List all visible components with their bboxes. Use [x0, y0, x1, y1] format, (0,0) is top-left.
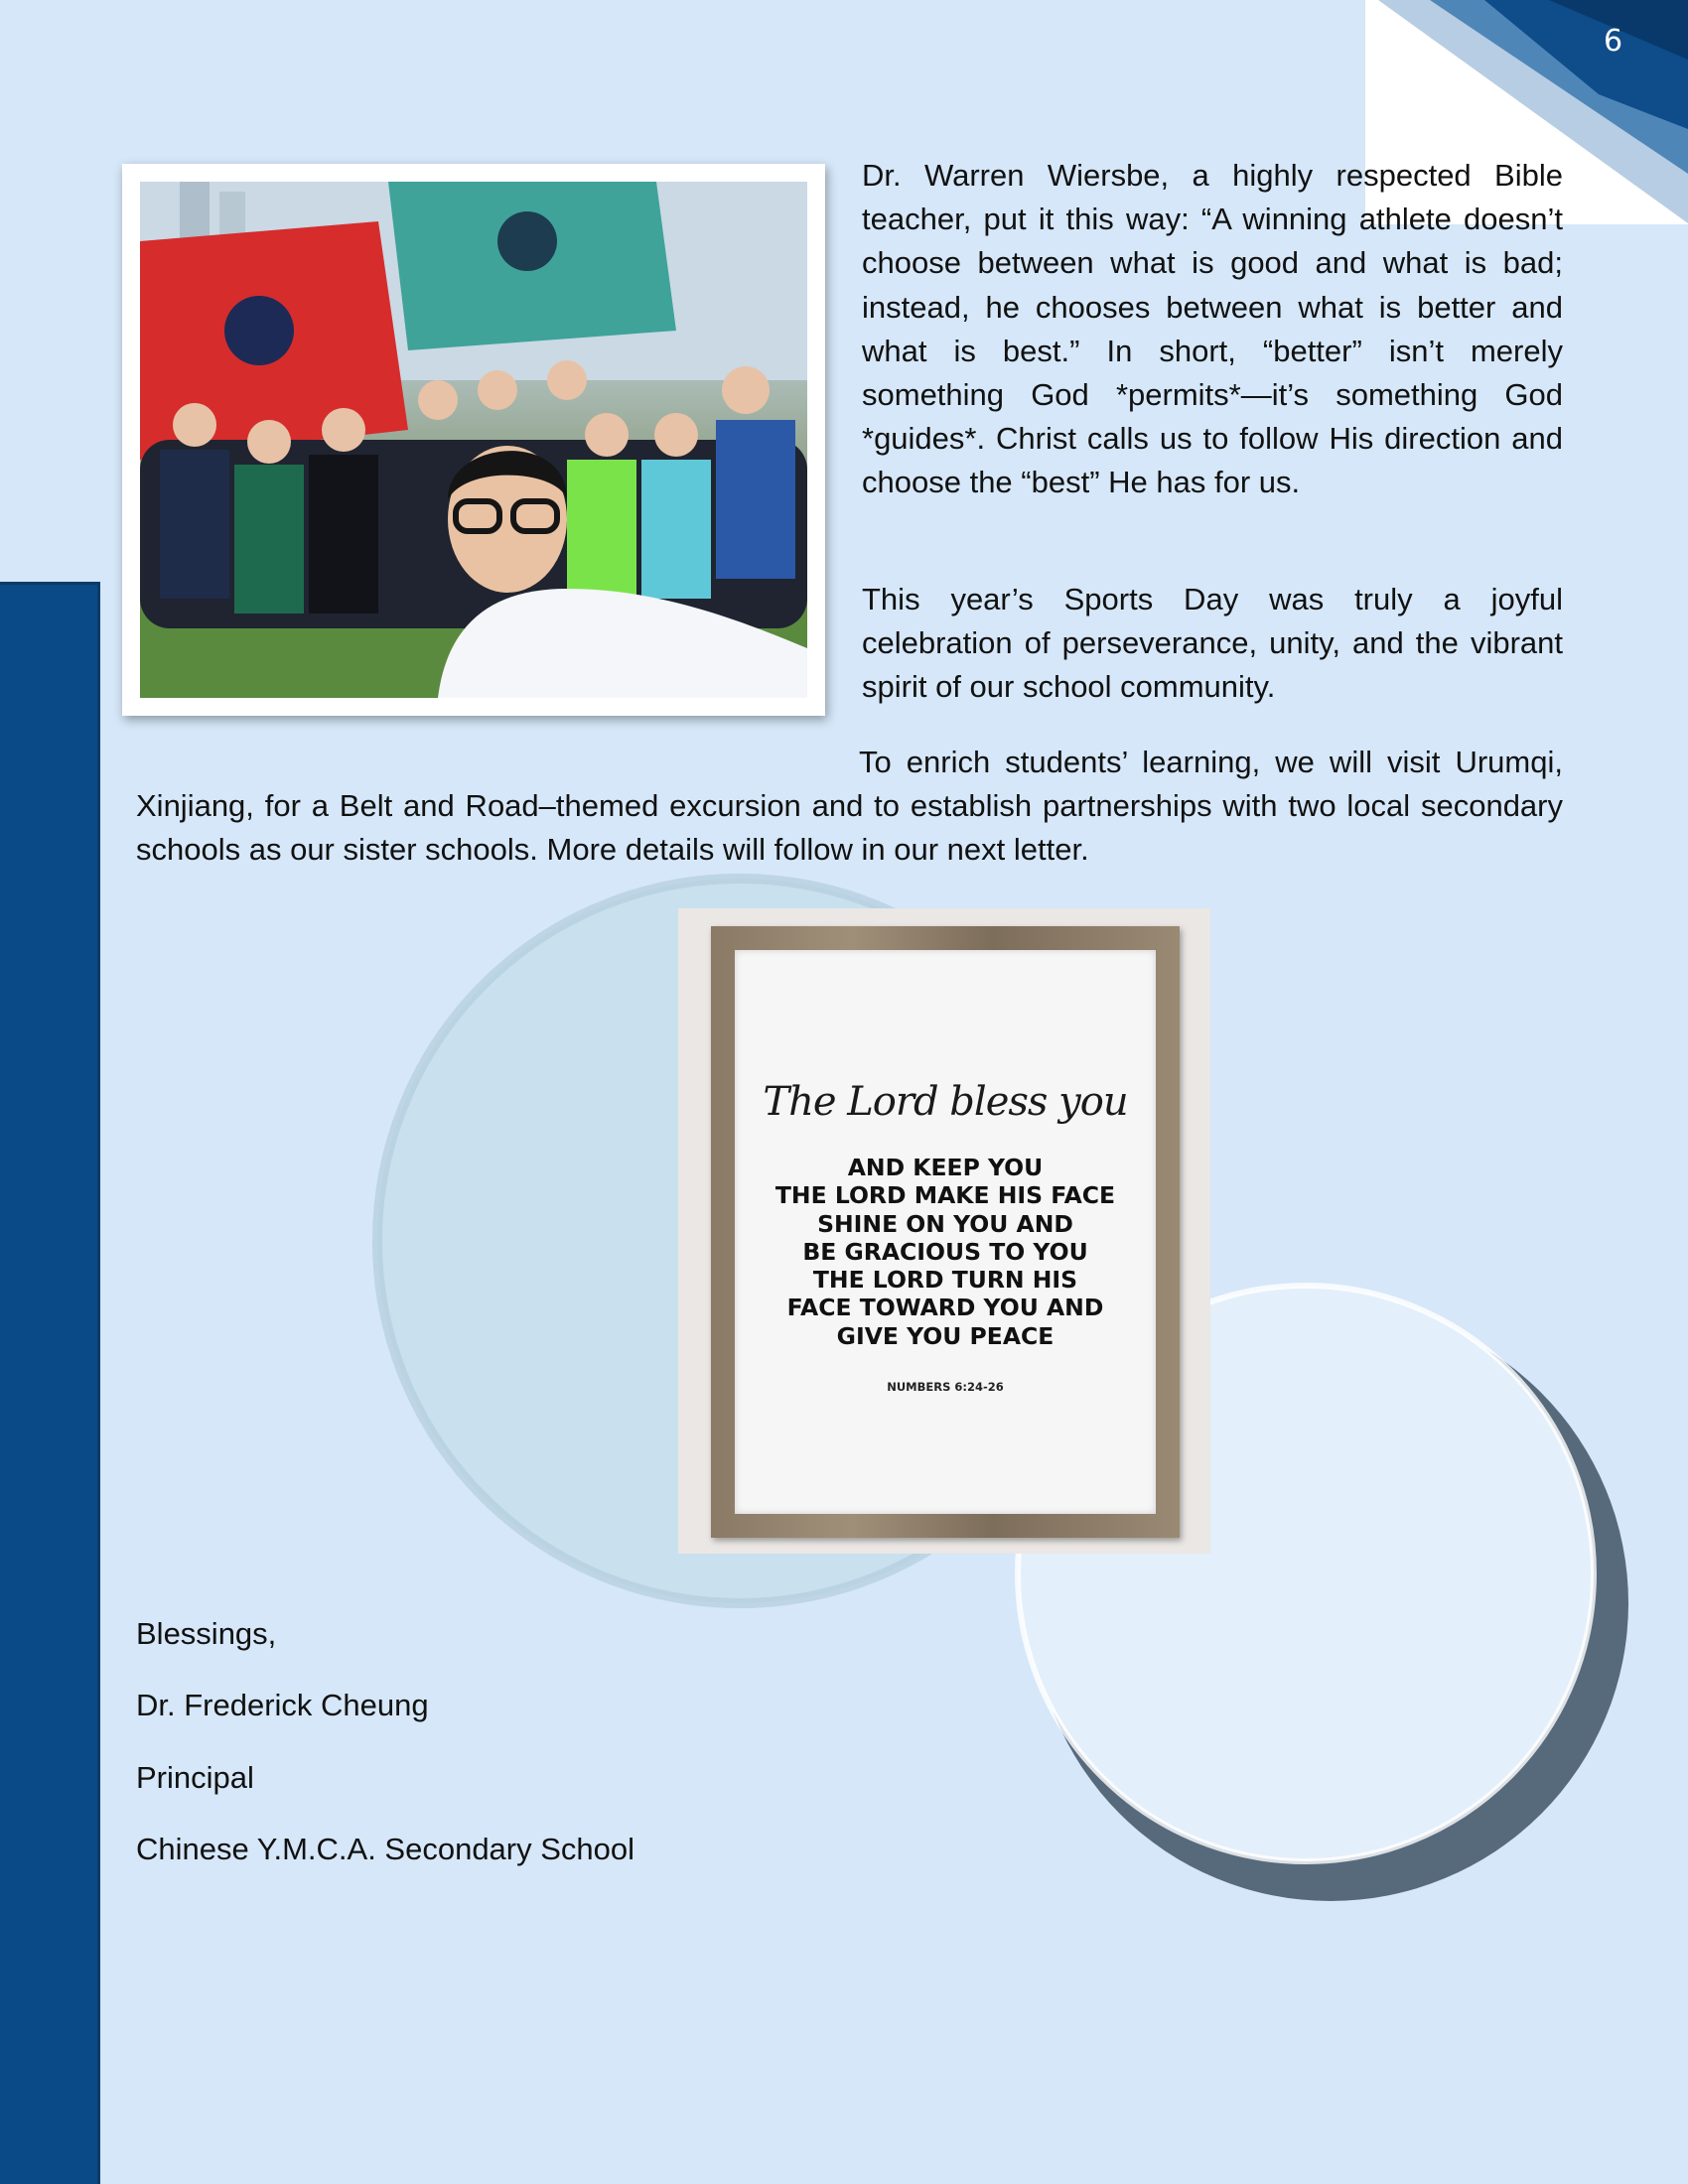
- verse-reference: NUMBERS 6:24-26: [887, 1380, 1004, 1394]
- verse-line: THE LORD MAKE HIS FACE: [774, 1181, 1116, 1210]
- paragraph-wiersbe-quote: Dr. Warren Wiersbe, a highly respected Bible teacher, put it this way: “A winning athlete doesn’t choose between what is good and what is bad; instead, he chooses between what is better and what is best.” In short, “better” isn’t merely something God *permits*—it’s something God *guides*. Christ calls us to follow His direction and choose the “best” He has for us.: [862, 158, 1563, 500]
- verse-print: [735, 950, 1156, 1514]
- paragraph-urumqi-excursion: To enrich students’ learning, we will visit Urumqi, Xinjiang, for a Belt and Road–themed excursion and to establish partnerships with two local secondary schools as our sister schools. More details will follow in our next letter.: [136, 745, 1563, 868]
- verse-line: SHINE ON YOU AND: [817, 1209, 1073, 1238]
- page-number: 6: [1604, 24, 1623, 59]
- verse-line: AND KEEP YOU: [847, 1154, 1044, 1181]
- signatory-title: Principal: [136, 1760, 254, 1795]
- sports-day-photo: [140, 182, 807, 698]
- verse-line: BE GRACIOUS TO YOU: [802, 1237, 1088, 1266]
- verse-line: FACE TOWARD YOU AND: [786, 1294, 1104, 1322]
- verse-line: THE LORD TURN HIS: [812, 1266, 1078, 1295]
- closing-salutation: Blessings,: [136, 1616, 277, 1651]
- school-name: Chinese Y.M.C.A. Secondary School: [136, 1832, 635, 1866]
- left-accent-bar: [0, 582, 100, 2184]
- verse-frame: [711, 926, 1180, 1538]
- photo-frame: [122, 164, 825, 716]
- verse-script-heading: The Lord bless you: [763, 1079, 1128, 1125]
- signatory-name: Dr. Frederick Cheung: [136, 1688, 429, 1722]
- sports-day-photo-illustration: [140, 182, 807, 698]
- paragraph-sports-day: This year’s Sports Day was truly a joyful celebration of perseverance, unity, and the vibrant spirit of our school community.: [862, 582, 1563, 705]
- verse-line: GIVE YOU PEACE: [836, 1321, 1055, 1350]
- verse-text: [735, 1154, 1156, 1350]
